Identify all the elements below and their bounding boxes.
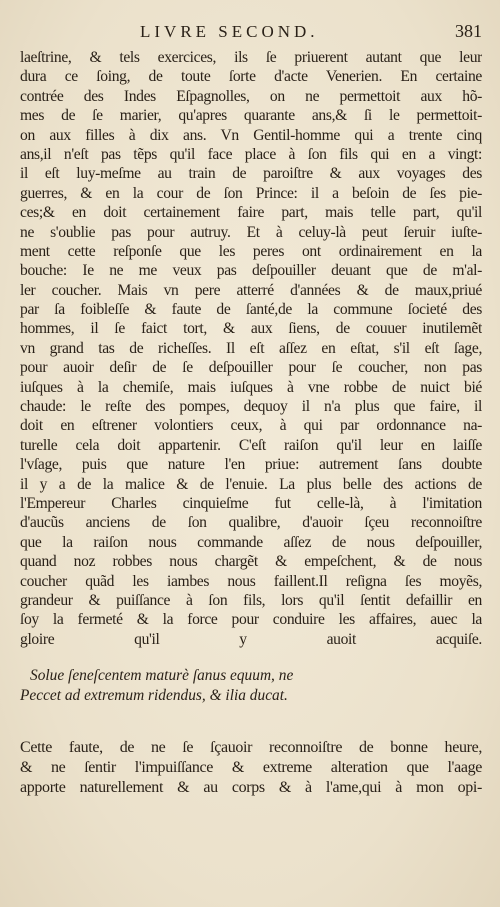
text-line: on aux filles à dix ans. Vn Gentil-homme qui a trente cinq xyxy=(20,126,482,144)
text-line: dura ce ſoing, de toute ſorte d'acte Venerien. En certaine xyxy=(20,68,482,86)
page-header xyxy=(20,18,482,44)
text-line: guerres, & en la cour de ſon Prince: il a beſoin de ſes pie- xyxy=(20,184,482,202)
text-line: ment cette reſponſe que les peres ont ordinairement en la xyxy=(20,242,482,260)
text-line: grandeur & puiſſance à ſon fils, lors qu'il ſentit defaillir en xyxy=(20,591,482,609)
text-line: ſoy la fermeté & la force pour conduire les affaires, auec la xyxy=(20,611,482,629)
text-line: hommes, il ſe faict tort, & aux ſiens, de couuer inutilemẽt xyxy=(20,320,482,338)
main-paragraph xyxy=(20,48,482,649)
text-line: ler coucher. Mais vn pere atterré d'années & de maux,priué xyxy=(20,281,482,299)
text-line: chaude: le reſte des pompes, dequoy il n'a plus que faire, il xyxy=(20,398,482,416)
text-line: l'Empereur Charles cinquieſme fut celle-là, à l'imitation xyxy=(20,494,482,512)
text-line: coucher quãd les iambes nous faillent.Il reſigna ſes moyẽs, xyxy=(20,572,482,590)
text-line: d'aucũs anciens de ſon qualibre, d'auoir ſçeu reconnoiſtre xyxy=(20,514,482,532)
text-line: ans,il n'eſt pas tẽps qu'il face place à ſon fils qui en a vingt: xyxy=(20,145,482,163)
quote-line: Peccet ad extremum ridendus, & ilia ducat. xyxy=(20,687,288,704)
text-line: il eſt luy-meſme au train de paroiſtre & aux voyages des xyxy=(20,165,482,183)
text-line: apporte naturellement & au corps & à l'ame,qui à mon opi- xyxy=(20,779,482,796)
text-line: contrée des Indes Eſpagnolles, on ne permettoit aux hõ- xyxy=(20,87,482,105)
text-line: pour auoir deſir de ſe deſpouiller pour ſe coucher, non pas xyxy=(20,359,482,377)
text-line: doit en eſtrener volontiers ceux, à qui par ordonnance na- xyxy=(20,417,482,435)
text-line: l'vſage, puis que nature l'en priue: autrement ſans doubte xyxy=(20,456,482,474)
quote-line: Solue ſeneſcentem maturè ſanus equum, ne xyxy=(30,667,294,684)
text-line: ne s'oublie pas pour autruy. Et à celuy-là peut ſeruir iuſte- xyxy=(20,223,482,241)
page-number: 381 xyxy=(455,21,482,41)
text-line: & ne ſentir l'impuiſſance & extreme alteration que l'aage xyxy=(20,759,482,776)
text-line: Cette faute, de ne ſe ſçauoir reconnoiſtre de bonne heure, xyxy=(20,739,482,756)
text-line: ces;& en doit certainement faire part, mais telle part, qu'il xyxy=(20,204,482,222)
text-line: laeſtrine, & tels exercices, ils ſe priuerent autant que leur xyxy=(20,49,482,66)
text-line: bouche: Ie ne me veux pas deſpouiller deuant que de m'al- xyxy=(20,262,482,280)
text-line: iuſques à la chemiſe, mais iuſques à vne robbe de nuict bié xyxy=(20,378,482,396)
text-line: mes de ſe marier, qu'apres quarante ans,& ſi le permettoit- xyxy=(20,107,482,125)
running-head: LIVRE SECOND. xyxy=(140,22,319,41)
text-line: vn grand tas de richeſſes. Il eſt aſſez en eſtat, s'il eſt ſage, xyxy=(20,339,482,357)
latin-quotation xyxy=(20,666,482,706)
text-line: que la raiſon nous commande aſſez de nous deſpouiller, xyxy=(20,533,482,551)
text-line: turelle cela doit appartenir. C'eſt raiſon qu'il leur en laiſſe xyxy=(20,436,482,454)
closing-paragraph xyxy=(20,738,482,798)
text-line: quand noz robbes nous chargẽt & empeſchent, & de nous xyxy=(20,553,482,571)
text-line: il y a de la malice & de l'enuie. La plus belle des actions de xyxy=(20,475,482,493)
text-line: par ſa foibleſſe & faute de ſanté,de la commune ſocieté des xyxy=(20,301,482,319)
text-line: gloire qu'il y auoit acquiſe. xyxy=(20,630,482,648)
